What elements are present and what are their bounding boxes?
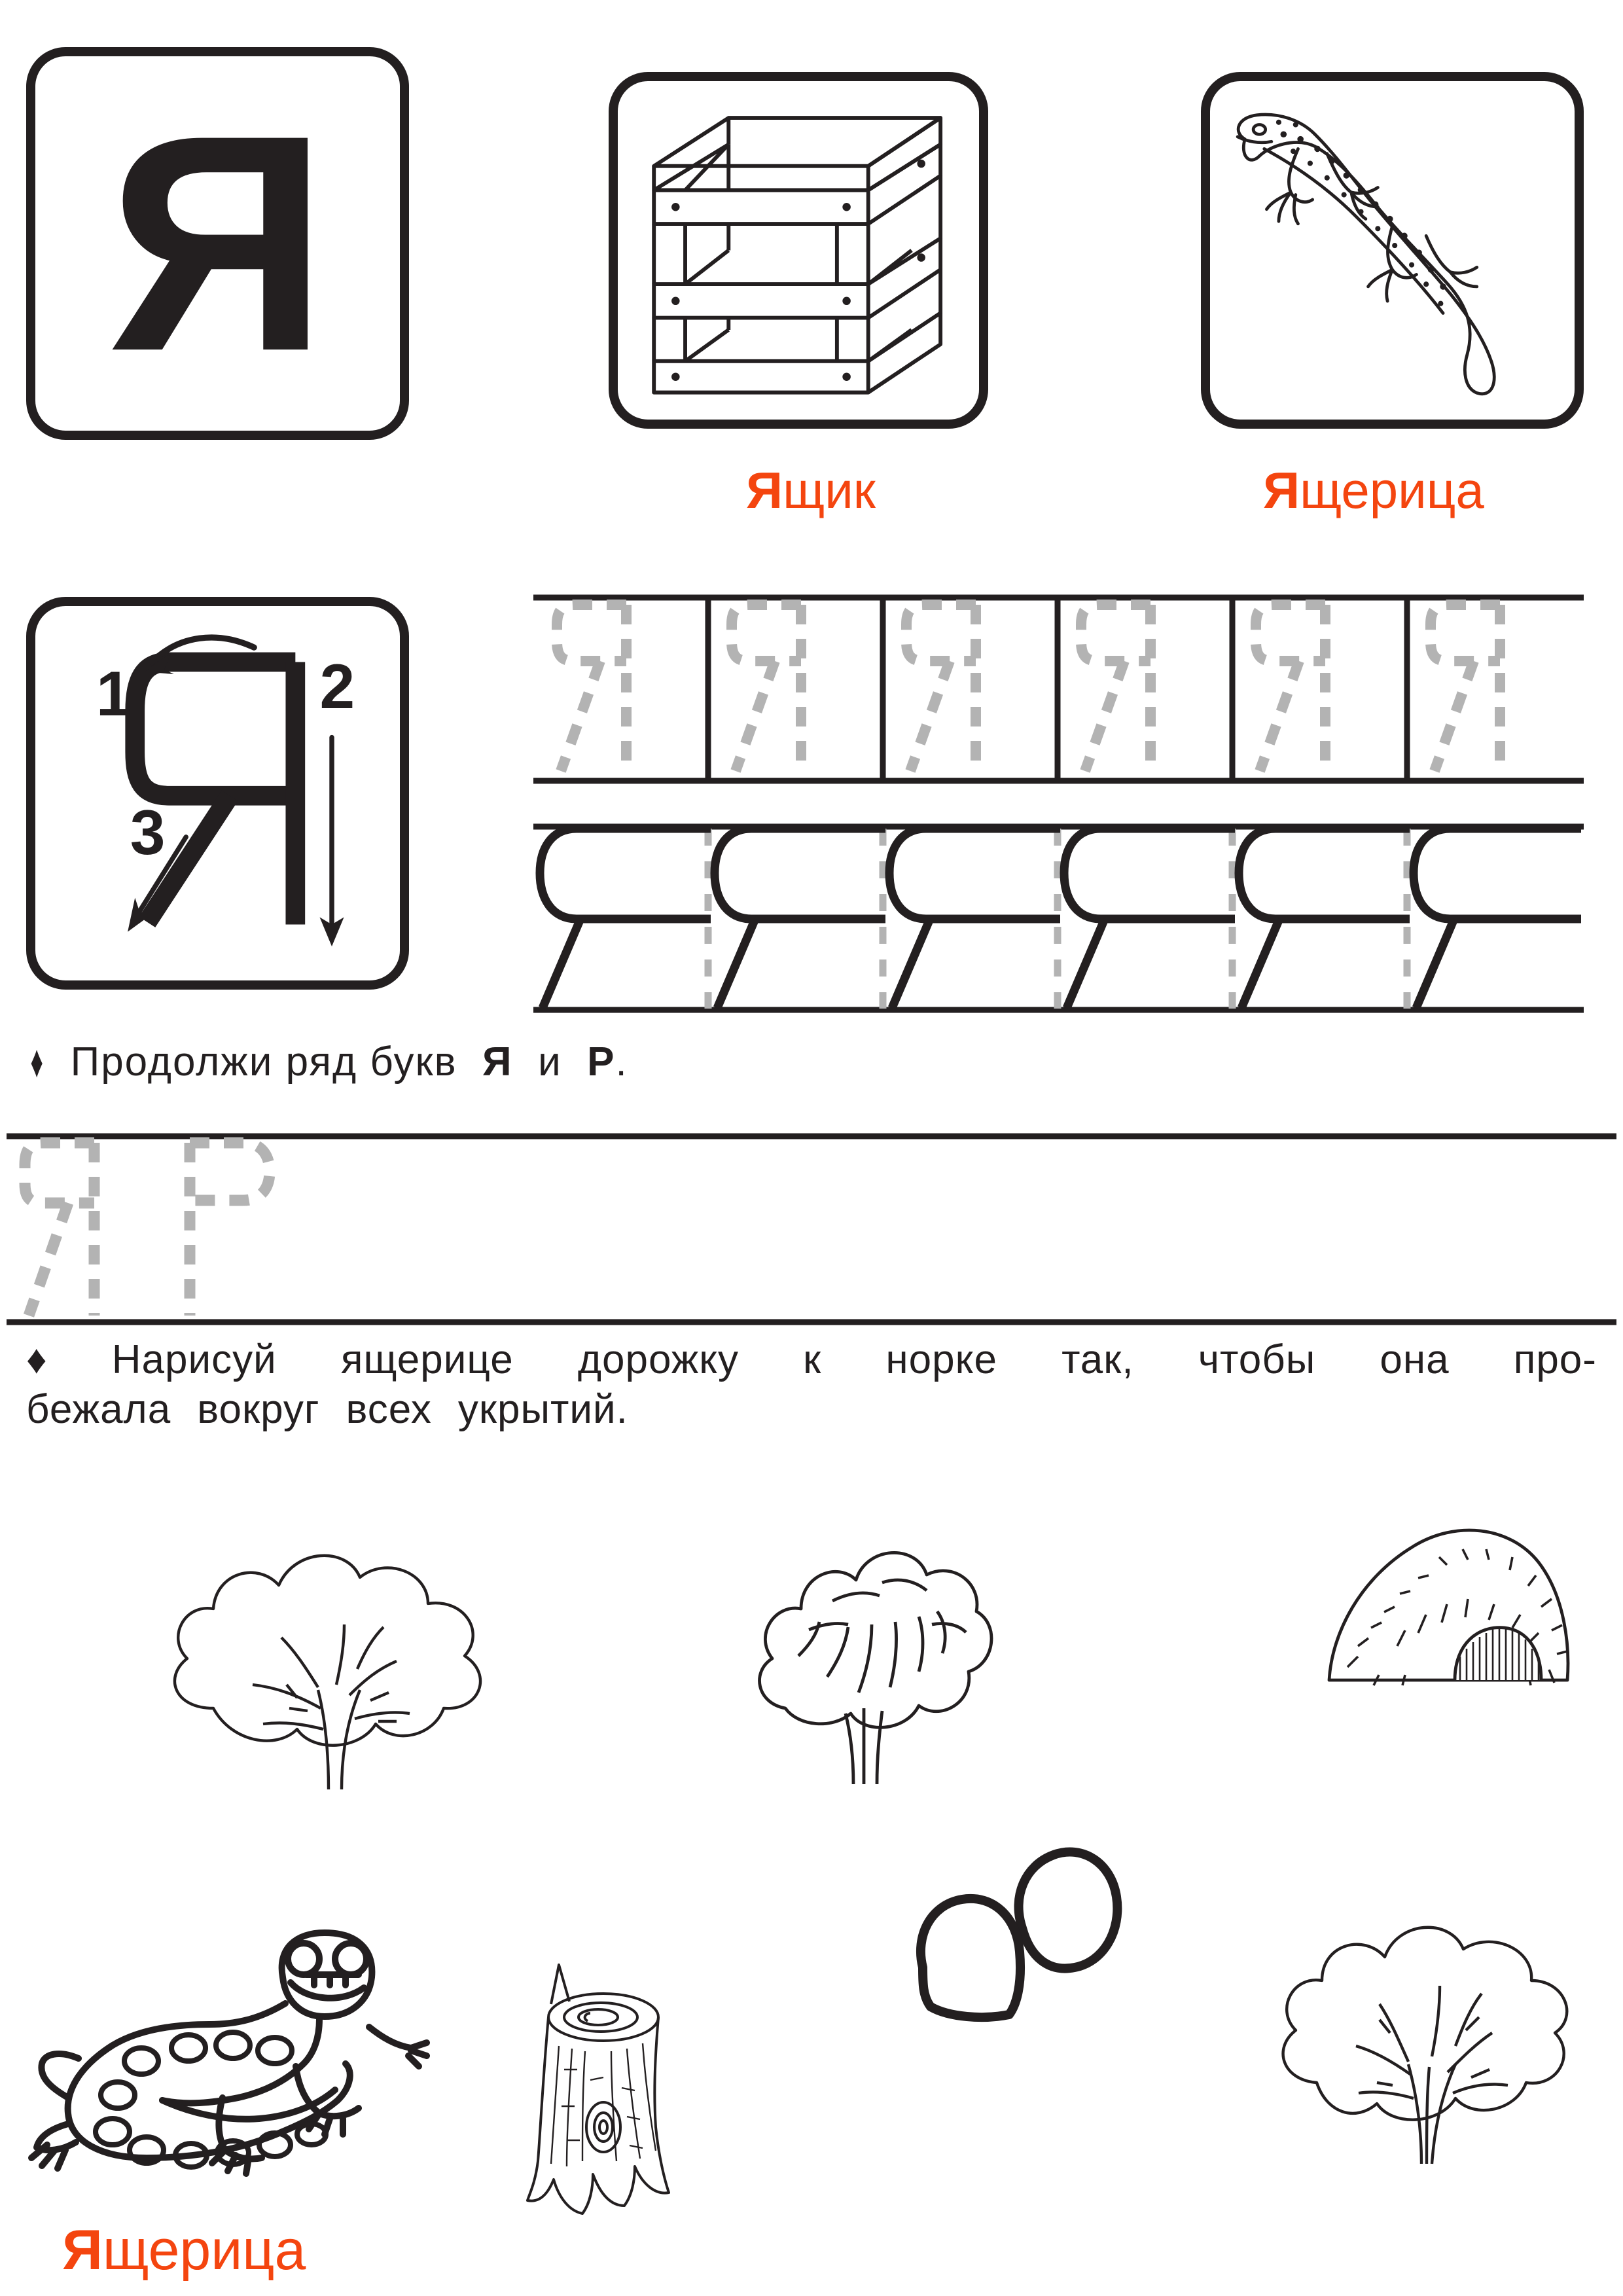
instr2-w7: она (1380, 1337, 1450, 1382)
instr2-w9: бежала (26, 1386, 171, 1432)
crate-caption-rest: щик (783, 461, 876, 519)
bush-large (151, 1512, 517, 1793)
crate-caption-first-letter: Я (746, 461, 783, 519)
instr2-w5: так, (1061, 1337, 1134, 1382)
burrow-haystack (1319, 1502, 1574, 1698)
lizard-bottom-caption-rest: щерица (102, 2219, 306, 2282)
instruction-1-conjunction: и (538, 1039, 562, 1085)
instruction-1-text: Продолжи ряд букв (70, 1039, 457, 1085)
stroke-number-1: 1 (96, 659, 132, 730)
bullet-diamond-icon-2: ♦ (26, 1337, 48, 1382)
practice-writing-line[interactable] (0, 1131, 1623, 1327)
instr2-w2: дорожку (577, 1337, 740, 1382)
lizard-icon (1210, 81, 1575, 420)
instruction-continue-row (26, 1036, 628, 1088)
lizard-caption-rest: щерица (1300, 461, 1484, 519)
instr2-w4: норке (885, 1337, 997, 1382)
lizard-picture (1201, 72, 1584, 429)
wooden-crate-icon (618, 81, 979, 420)
tracing-row-cursive[interactable] (533, 823, 1584, 1013)
instr2-w11: всех (346, 1386, 432, 1432)
letter-ya-stroke-order-icon (35, 606, 400, 980)
lizard-caption (1263, 461, 1484, 519)
stroke-number-3: 3 (130, 797, 166, 868)
instr2-w0: Нарисуй (111, 1337, 277, 1382)
instr2-w6: чтобы (1198, 1337, 1316, 1382)
lizard-bottom-caption (62, 2219, 306, 2282)
lizard-character (26, 1901, 432, 2196)
instruction-1-period: . (615, 1039, 628, 1085)
stroke-number-2: 2 (319, 652, 355, 723)
lizard-bottom-caption-first-letter: Я (62, 2219, 103, 2282)
bullet-diamond-icon: ♦ (30, 1036, 45, 1088)
tracing-row-print[interactable] (533, 594, 1584, 784)
lizard-caption-first-letter: Я (1263, 461, 1300, 519)
stones-pair (897, 1839, 1158, 2049)
letter-glyph: Я (107, 71, 329, 415)
instr2-w3: к (803, 1337, 822, 1382)
instr2-w1: ящерице (340, 1337, 514, 1382)
instr2-w12: укрытий. (457, 1386, 628, 1432)
crate-picture (609, 72, 988, 429)
bush-small (1257, 1878, 1584, 2166)
tree-stump (517, 1944, 694, 2219)
instruction-draw-path (26, 1335, 1597, 1434)
letter-card (26, 47, 409, 440)
instr2-w8: про- (1513, 1337, 1597, 1382)
shrub-leafy (733, 1499, 1008, 1787)
crate-caption (746, 461, 876, 519)
instr2-w10: вокруг (197, 1386, 320, 1432)
stroke-order-card (26, 597, 409, 990)
instruction-1-letter-er: Р (587, 1039, 616, 1085)
instruction-1-letter-ya: Я (482, 1039, 513, 1085)
